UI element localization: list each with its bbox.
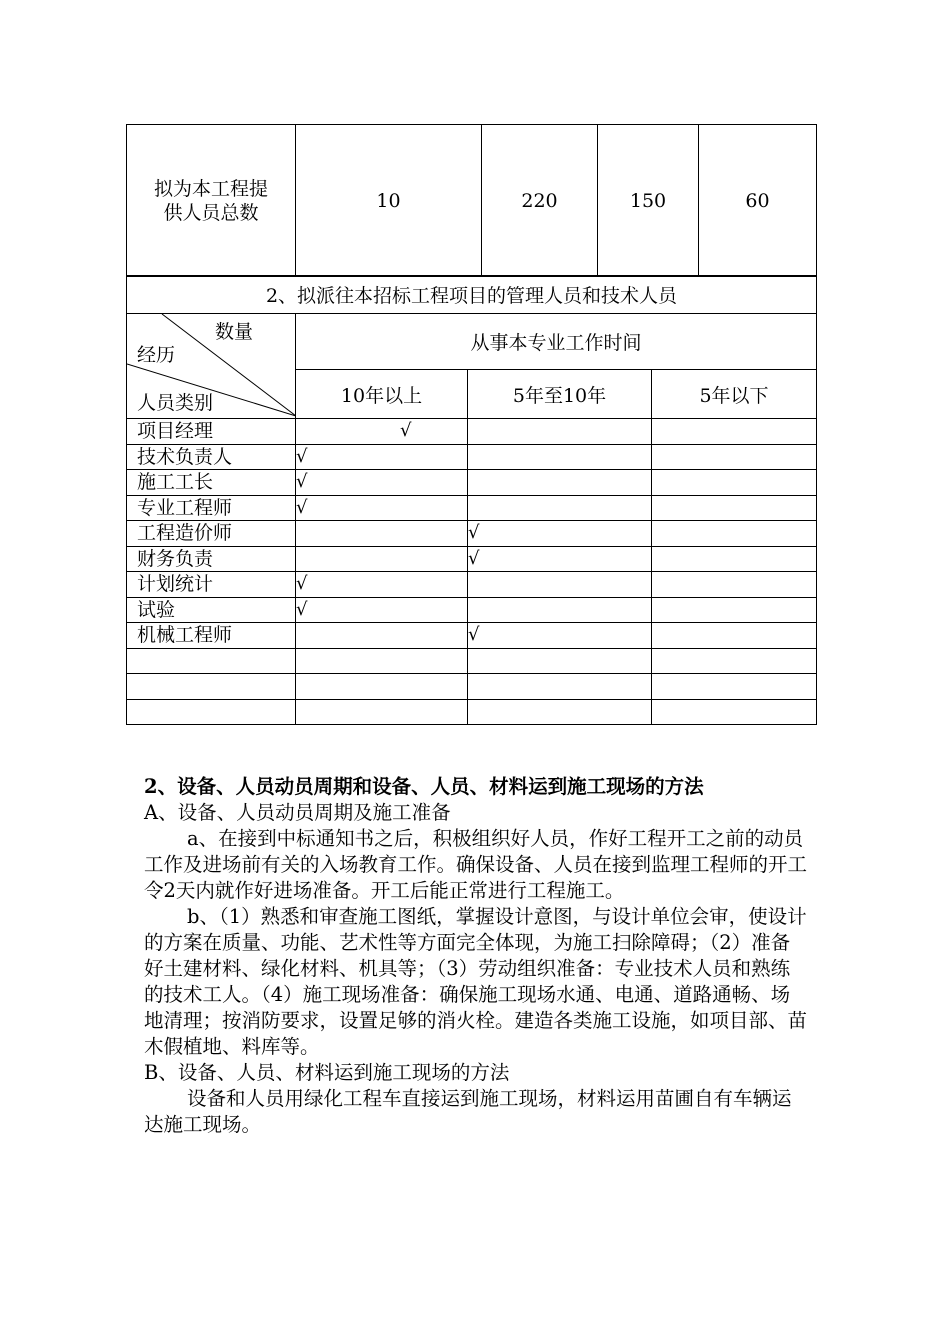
personnel-category: 工程造价师: [127, 521, 296, 547]
column-header-5-to-10: 5年至10年: [468, 370, 652, 419]
check-mark: √: [296, 470, 468, 496]
section-text: [144, 774, 809, 1138]
staff-total-value: 60: [699, 125, 817, 277]
personnel-category: 技术负责人: [127, 444, 296, 470]
table-row: [127, 674, 817, 700]
personnel-category: [127, 648, 296, 674]
empty-cell: [468, 419, 652, 445]
empty-cell: [652, 546, 817, 572]
check-mark: √: [296, 444, 468, 470]
personnel-category: 机械工程师: [127, 623, 296, 649]
table-row: [127, 444, 817, 470]
empty-cell: [468, 699, 652, 725]
empty-cell: [652, 444, 817, 470]
personnel-category: 计划统计: [127, 572, 296, 598]
staff-total-value: 220: [482, 125, 598, 277]
personnel-category: [127, 699, 296, 725]
personnel-category: [127, 674, 296, 700]
empty-cell: [652, 419, 817, 445]
check-mark: √: [296, 597, 468, 623]
column-header-under-5: 5年以下: [652, 370, 817, 419]
staff-total-value: 10: [296, 125, 482, 277]
table-row: [127, 699, 817, 725]
empty-cell: [468, 648, 652, 674]
table-row: [127, 546, 817, 572]
paragraph-a: a、在接到中标通知书之后，积极组织好人员，作好工程开工之前的动员工作及进场前有关的入场教育工作。确保设备、人员在接到监理工程师的开工令2天内就作好进场准备。开工后能正常进行工程施工。: [144, 827, 808, 902]
personnel-category: 施工工长: [127, 470, 296, 496]
table-row: [127, 521, 817, 547]
empty-cell: [652, 572, 817, 598]
personnel-category: 财务负责: [127, 546, 296, 572]
check-mark: √: [468, 546, 652, 572]
empty-cell: [296, 648, 468, 674]
empty-cell: [296, 674, 468, 700]
staff-total-table: [126, 124, 817, 277]
column-header-over-10: 10年以上: [296, 370, 468, 419]
check-mark: √: [296, 419, 468, 445]
empty-cell: [296, 521, 468, 547]
subsection-b-title: B、设备、人员、材料运到施工现场的方法: [144, 1061, 510, 1084]
work-time-header: 从事本专业工作时间: [296, 314, 817, 370]
empty-cell: [468, 674, 652, 700]
header-quantity-label: 数量: [215, 321, 254, 343]
empty-cell: [296, 699, 468, 725]
empty-cell: [652, 470, 817, 496]
empty-cell: [296, 623, 468, 649]
table-row: [127, 419, 817, 445]
personnel-table: [126, 275, 817, 725]
table-row: [127, 623, 817, 649]
check-mark: √: [296, 572, 468, 598]
header-experience-label: 经历: [137, 344, 176, 366]
table-row: [127, 470, 817, 496]
empty-cell: [468, 444, 652, 470]
empty-cell: [468, 572, 652, 598]
header-category-label: 人员类别: [137, 392, 214, 414]
empty-cell: [296, 546, 468, 572]
empty-cell: [652, 648, 817, 674]
personnel-rows: [127, 419, 817, 725]
table-row: [127, 495, 817, 521]
personnel-category: 项目经理: [127, 419, 296, 445]
check-mark: √: [468, 521, 652, 547]
personnel-category: 专业工程师: [127, 495, 296, 521]
table-row: [127, 572, 817, 598]
check-mark: √: [296, 495, 468, 521]
check-mark: √: [468, 623, 652, 649]
empty-cell: [652, 495, 817, 521]
empty-cell: [652, 699, 817, 725]
section-heading: 2、设备、人员动员周期和设备、人员、材料运到施工现场的方法: [144, 775, 704, 798]
diagonal-header-cell: [127, 314, 296, 419]
empty-cell: [652, 623, 817, 649]
personnel-table-title: 2、拟派往本招标工程项目的管理人员和技术人员: [127, 276, 817, 314]
table-row: [127, 597, 817, 623]
empty-cell: [652, 521, 817, 547]
empty-cell: [468, 470, 652, 496]
empty-cell: [468, 597, 652, 623]
empty-cell: [652, 597, 817, 623]
staff-total-row: [127, 125, 817, 277]
subsection-a-title: A、设备、人员动员周期及施工准备: [144, 801, 451, 824]
staff-total-label: 拟为本工程提供人员总数: [127, 125, 296, 277]
empty-cell: [652, 674, 817, 700]
paragraph-b: b、（1）熟悉和审查施工图纸，掌握设计意图，与设计单位会审，使设计的方案在质量、功能、艺术性等方面完全体现，为施工扫除障碍；（2）准备好土建材料、绿化材料、机具等；（3）劳动组织准备：专业技术人员和熟练的技术工人。（4）施工现场准备：确保施工现场水通、电通、道路通畅、场地清理；按消防要求，设置足够的消火栓。建造各类施工设施，如项目部、苗木假植地、料库等。: [144, 905, 808, 1058]
table-row: [127, 648, 817, 674]
paragraph-c: 设备和人员用绿化工程车直接运到施工现场，材料运用苗圃自有车辆运达施工现场。: [144, 1087, 792, 1136]
empty-cell: [468, 495, 652, 521]
personnel-category: 试验: [127, 597, 296, 623]
staff-total-value: 150: [598, 125, 699, 277]
